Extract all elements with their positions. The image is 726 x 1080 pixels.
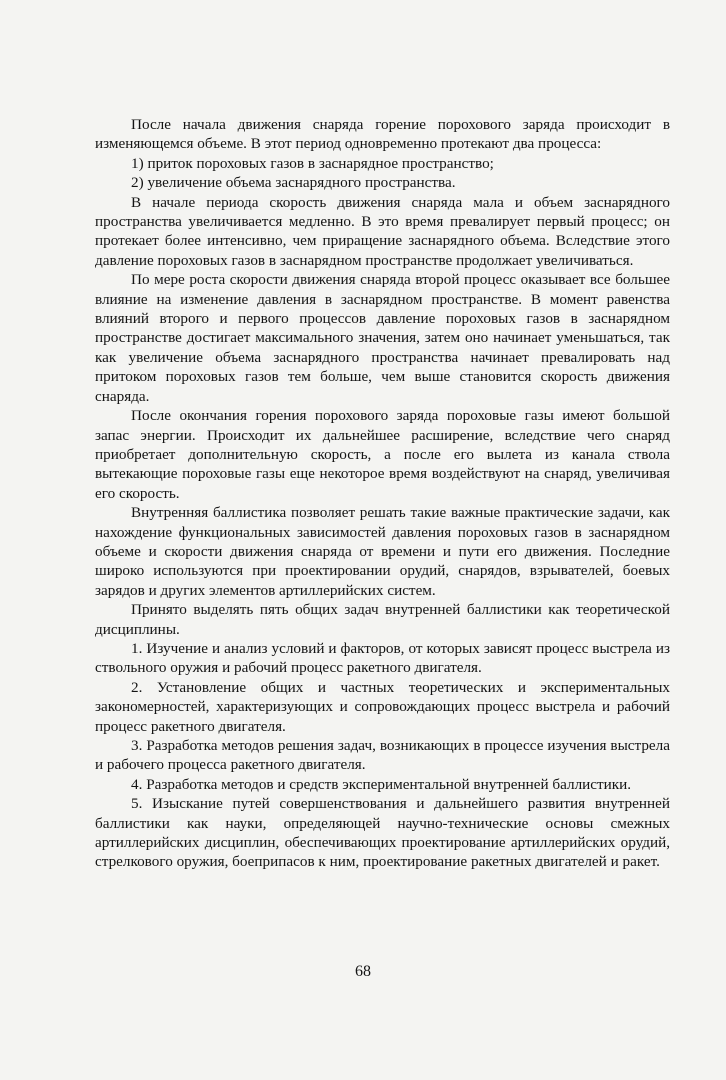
- paragraph-5: По мере роста скорости движения снаряда второй процесс оказывает все большее влияние на изменение давления в заснарядном пространстве. В момент равенства влияний второго и первого процессов давление пороховых газов в заснарядном пространстве достигает максимального значения, затем оно начинает уменьшаться, так как увеличение объема заснарядного пространства начинает превалировать над притоком пороховых газов тем больше, чем выше становится скорость движения снаряда.: [95, 271, 670, 405]
- paragraph-9: 1. Изучение и анализ условий и факторов, от которых зависят процесс выстрела из ствольного оружия и рабочий процесс ракетного двигателя.: [95, 639, 670, 677]
- paragraph-7: Внутренняя баллистика позволяет решать такие важные практические задачи, как нахождение функциональных зависимостей давления пороховых газов в заснарядном объеме и скорости движения снаряда от времени и пути его движения. Последние широко используются при проектировании орудий, снарядов, взрывателей, боевых зарядов и других элементов артиллерийских систем.: [95, 504, 670, 599]
- paragraph-8: Принято выделять пять общих задач внутренней баллистики как теоретической дисциплины.: [95, 601, 670, 638]
- paragraph-2: 1) приток пороховых газов в заснарядное пространство;: [131, 154, 494, 172]
- paragraph-4: В начале периода скорость движения снаряда мала и объем заснарядного пространства увеличивается медленно. В это время превалирует первый процесс; он протекает более интенсивно, чем приращение заснарядного объема. Вследствие этого давление пороховых газов в заснарядном пространстве продолжает увеличиваться.: [95, 193, 670, 269]
- body-text: [95, 115, 670, 872]
- paragraph-6: После окончания горения порохового заряда пороховые газы имеют большой запас энергии. Происходит их дальнейшее расширение, вследствие чего снаряд приобретает дополнительную скорость, а после его вылета из канала ствола вытекающие пороховые газы еще некоторое время воздействуют на снаряд, увеличивая его скорость.: [95, 407, 670, 502]
- paragraph-13: 5. Изыскание путей совершенствования и дальнейшего развития внутренней баллистики как науки, определяющей научно-технические основы смежных артиллерийских дисциплин, обеспечивающих проектирование артиллерийских орудий, стрелкового оружия, боеприпасов к ним, проектирование ракетных двигателей и ракет.: [95, 795, 670, 871]
- paragraph-11: 3. Разработка методов решения задач, возникающих в процессе изучения выстрела и рабочего процесса ракетного двигателя.: [95, 737, 670, 774]
- page-number: 68: [355, 963, 371, 980]
- paragraph-1: После начала движения снаряда горение порохового заряда происходит в изменяющемся объеме. В этот период одновременно протекают два процесса:: [95, 116, 670, 153]
- paragraph-3: 2) увеличение объема заснарядного пространства.: [131, 174, 456, 192]
- paragraph-12: 4. Разработка методов и средств экспериментальной внутренней баллистики.: [131, 775, 632, 793]
- paragraph-10: 2. Установление общих и частных теоретических и экспериментальных закономерностей, характеризующих и сопровождающих процесс выстрела и рабочий процесс ракетного двигателя.: [95, 678, 670, 735]
